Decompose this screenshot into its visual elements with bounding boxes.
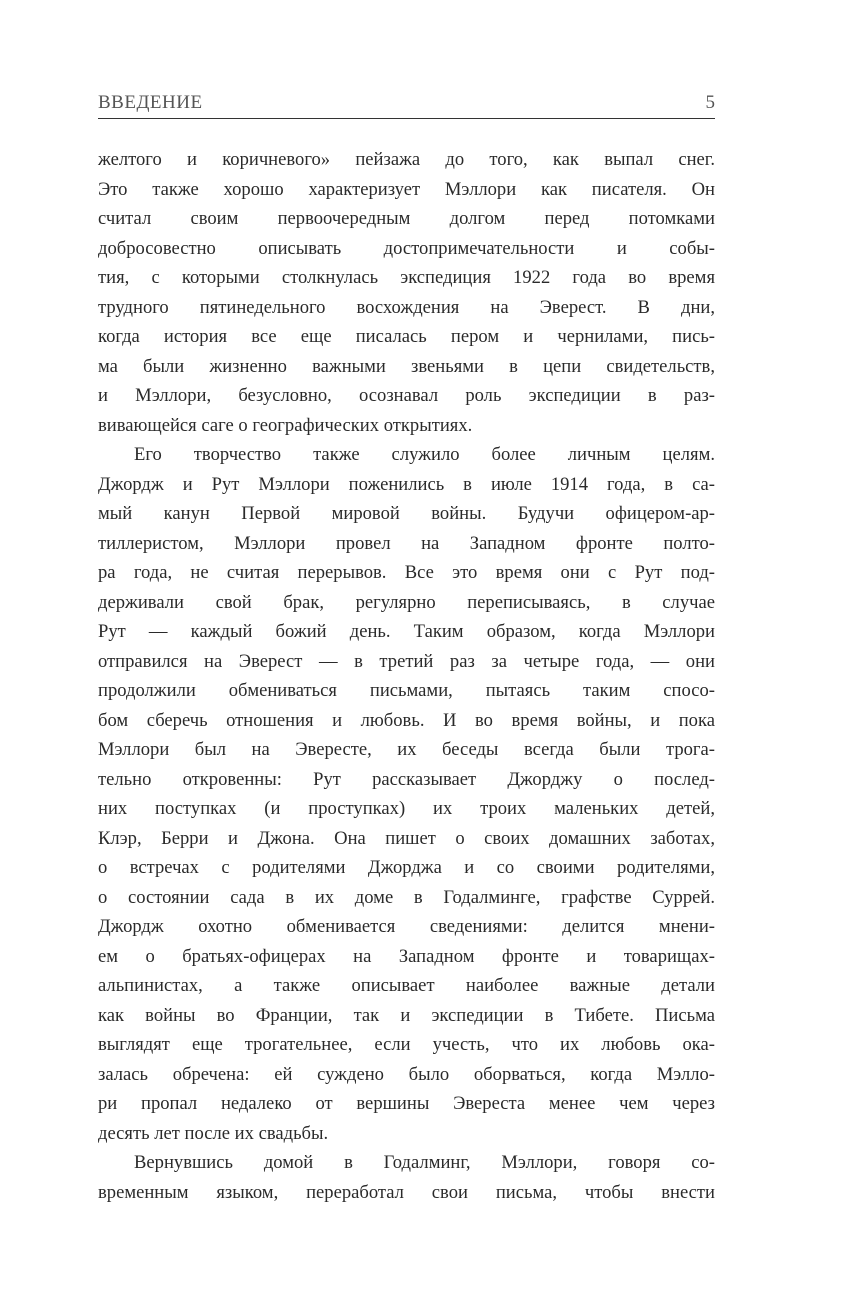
text-line: вивающейся саге о географических открытиях.: [98, 414, 473, 436]
text-line: них поступках (и проступках) их троих маленьких детей,: [98, 798, 715, 819]
text-line: добросовестно описывать достопримечательности и собы-: [98, 237, 715, 259]
text-line: отправился на Эверест — в третий раз за четыре года, — они: [98, 650, 715, 672]
text-line: трудного пятинедельного восхождения на Эверест. В дни,: [98, 296, 715, 318]
running-header: [98, 90, 715, 119]
text-line: десять лет после их свадьбы.: [98, 1122, 329, 1144]
text-line: мый канун Первой мировой войны. Будучи офицером-ар-: [98, 503, 715, 524]
text-line: бом сберечь отношения и любовь. И во время войны, и пока: [98, 709, 715, 731]
text-line: Это также хорошо характеризует Мэллори как писателя. Он: [98, 178, 715, 200]
text-line: Его творчество также служило более личным целям.: [134, 444, 715, 465]
text-line: альпинистах, а также описывает наиболее важные детали: [98, 975, 715, 996]
text-line: ри пропал недалеко от вершины Эвереста менее чем через: [98, 1093, 715, 1114]
text-line: как войны во Франции, так и экспедиции в Тибете. Письма: [98, 1004, 715, 1026]
text-line: Рут — каждый божий день. Таким образом, когда Мэллори: [98, 621, 715, 642]
running-title: ВВЕДЕНИЕ: [98, 92, 203, 113]
text-line: Джордж и Рут Мэллори поженились в июле 1914 года, в са-: [98, 473, 715, 495]
text-line: Клэр, Берри и Джона. Она пишет о своих домашних заботах,: [98, 827, 715, 849]
text-line: выглядят еще трогательнее, если учесть, что их любовь ока-: [98, 1034, 715, 1055]
text-line: Мэллори был на Эвересте, их беседы всегда были трога-: [98, 739, 715, 760]
text-line: держивали свой брак, регулярно переписываясь, в случае: [98, 591, 715, 613]
text-line: ра года, не считая перерывов. Все это время они с Рут под-: [98, 562, 715, 583]
text-line: и Мэллори, безусловно, осознавал роль экспедиции в раз-: [98, 385, 715, 406]
text-line: тиллеристом, Мэллори провел на Западном фронте полто-: [98, 532, 715, 554]
text-line: желтого и коричневого» пейзажа до того, как выпал снег.: [98, 149, 715, 170]
text-line: ем о братьях-офицерах на Западном фронте и товарищах-: [98, 945, 715, 967]
text-line: продолжили обмениваться письмами, пытаясь таким спосо-: [98, 680, 715, 701]
text-line: ма были жизненно важными звеньями в цепи свидетельств,: [98, 355, 715, 377]
text-line: залась обречена: ей суждено было оборваться, когда Мэлло-: [98, 1063, 715, 1085]
body-text: [98, 145, 715, 1207]
page-number: 5: [705, 92, 715, 113]
text-line: Вернувшись домой в Годалминг, Мэллори, говоря со-: [134, 1152, 715, 1173]
text-line: о состоянии сада в их доме в Годалминге, графстве Суррей.: [98, 886, 715, 908]
text-line: считал своим первоочередным долгом перед потомками: [98, 208, 715, 229]
text-line: о встречах с родителями Джорджа и со своими родителями,: [98, 857, 715, 878]
text-line: тия, с которыми столкнулась экспедиция 1922 года во время: [98, 267, 715, 288]
text-line: временным языком, переработал свои письма, чтобы внести: [98, 1181, 715, 1203]
text-line: Джордж охотно обменивается сведениями: делится мнени-: [98, 916, 715, 937]
text-line: тельно откровенны: Рут рассказывает Джорджу о послед-: [98, 768, 715, 790]
text-line: когда история все еще писалась пером и чернилами, пись-: [98, 326, 715, 347]
